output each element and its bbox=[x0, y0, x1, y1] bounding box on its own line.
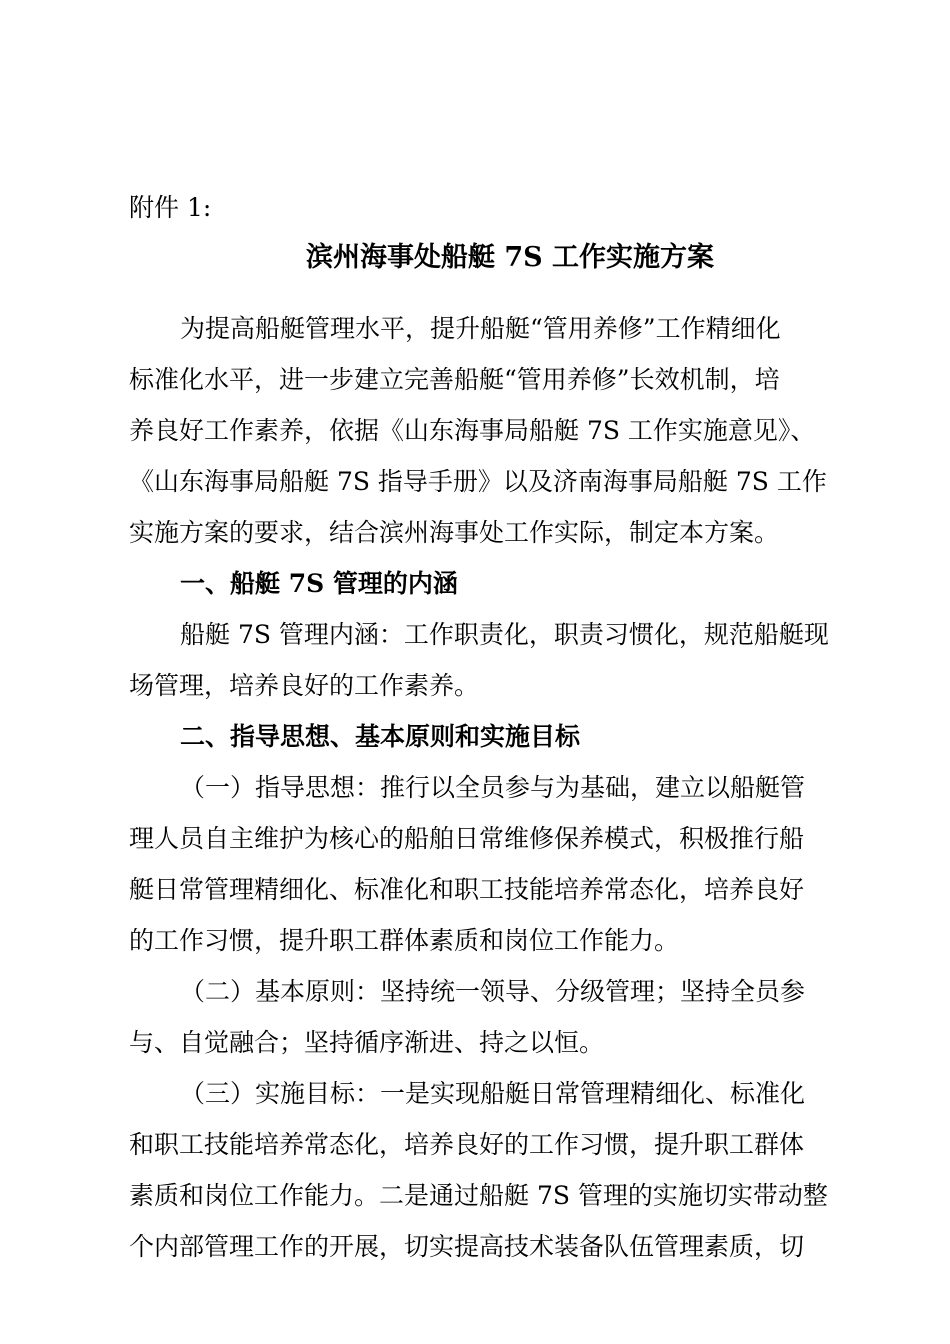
paragraph-line: （一）指导思想：推行以全员参与为基础，建立以船艇管 bbox=[180, 773, 806, 802]
paragraph-line: 艇日常管理精细化、标准化和职工技能培养常态化，培养良好 bbox=[129, 875, 805, 904]
paragraph-line: 理人员自主维护为核心的船舶日常维修保养模式，积极推行船 bbox=[129, 824, 805, 853]
attachment-label: 附件 1: bbox=[129, 193, 212, 222]
paragraph-line: 养良好工作素养，依据《山东海事局船艇 7S 工作实施意见》、 bbox=[129, 416, 816, 445]
paragraph-line: 和职工技能培养常态化，培养良好的工作习惯，提升职工群体 bbox=[129, 1130, 805, 1159]
paragraph-line: 素质和岗位工作能力。二是通过船艇 7S 管理的实施切实带动整 bbox=[129, 1181, 828, 1210]
section-heading: 二、指导思想、基本原则和实施目标 bbox=[180, 722, 581, 751]
section-heading: 一、船艇 7S 管理的内涵 bbox=[180, 569, 458, 598]
paragraph-line: 为提高船艇管理水平，提升船艇“管用养修”工作精细化 bbox=[180, 314, 781, 343]
paragraph-line: 《山东海事局船艇 7S 指导手册》以及济南海事局船艇 7S 工作 bbox=[129, 467, 827, 496]
document-title: 滨州海事处船艇 7S 工作实施方案 bbox=[305, 242, 715, 273]
paragraph-line: 场管理，培养良好的工作素养。 bbox=[129, 671, 480, 700]
paragraph-line: 个内部管理工作的开展，切实提高技术装备队伍管理素质，切 bbox=[129, 1232, 805, 1261]
paragraph-line: 与、自觉融合；坚持循序渐进、持之以恒。 bbox=[129, 1028, 605, 1057]
paragraph-line: 实施方案的要求，结合滨州海事处工作实际，制定本方案。 bbox=[129, 518, 780, 547]
paragraph-line: （二）基本原则：坚持统一领导、分级管理；坚持全员参 bbox=[180, 977, 806, 1006]
paragraph-line: 船艇 7S 管理内涵：工作职责化，职责习惯化，规范船艇现 bbox=[180, 620, 829, 649]
paragraph-line: 的工作习惯，提升职工群体素质和岗位工作能力。 bbox=[129, 926, 680, 955]
paragraph-line: 标准化水平，进一步建立完善船艇“管用养修”长效机制，培 bbox=[129, 365, 780, 394]
paragraph-line: （三）实施目标：一是实现船艇日常管理精细化、标准化 bbox=[180, 1079, 806, 1108]
